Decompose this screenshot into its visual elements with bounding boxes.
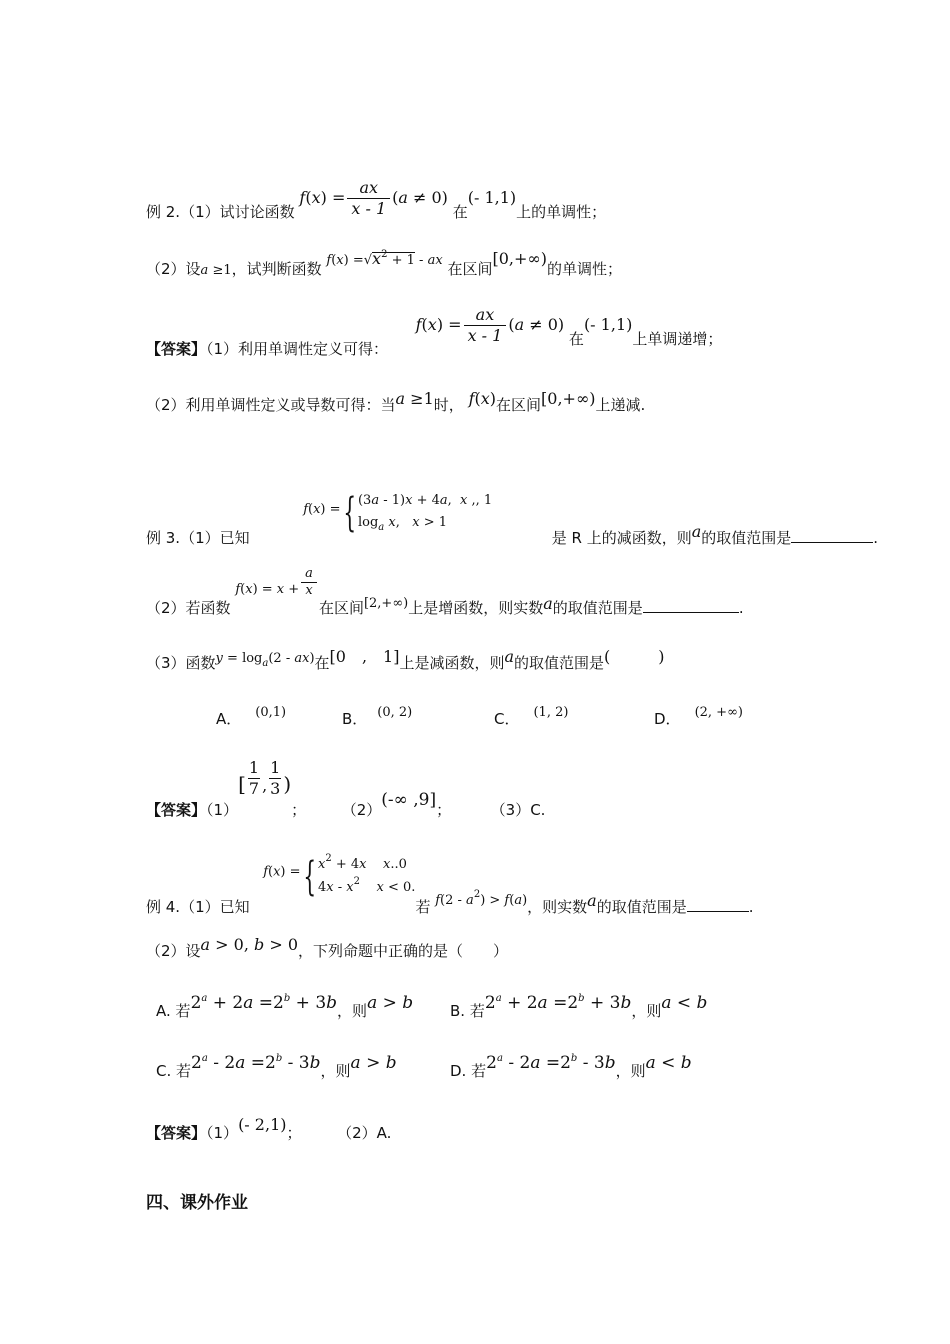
ex3-q2: （2）若函数 f(x) = x + $\frac{a}{x}$ 在区间[2,+∞)上是增函数，则实数a的取值范围是 .	[146, 566, 744, 617]
ex3-option-c: C． (1, 2)	[494, 705, 569, 728]
ex3-answer: 【答案】（1）[ $\frac{1}{7}$ , $\frac{1}{3}$ )； （2）(-∞ ,9]； （3）C.	[146, 758, 546, 819]
ex3-option-b: B． (0, 2)	[342, 705, 413, 728]
ex4-option-c: C. 若$2^a - 2a =2^b - 3b$，则a > b	[156, 1053, 397, 1080]
section-heading: 四、课外作业	[146, 1193, 248, 1213]
ex4-option-a: A. 若$2^a + 2a =2^b + 3b$，则a > b	[156, 993, 414, 1020]
ex4-q1: 例 4.（1）已知 f(x) ={ $x^2 + 4x$ x..0 $4x - x^2$ x < 0.若 $f(2 - a^2) > f(a)$，则实数a的取值范围是 .	[146, 853, 754, 916]
ex2-q2: （2）设a ≥1，试判断函数 $f(x) =√x^2 + 1$ - ax 在区间[0,+∞)的单调性；	[146, 249, 622, 278]
ex3-q1: 例 3.（1）已知 f(x) ={ (3a - 1)x + 4a, x ,, 1 $\log_a x$, x > 1 是 R 上的减函数，则a的取值范围是 .	[146, 489, 879, 547]
ex4-answer: 【答案】（1）(- 2,1)； （2）A.	[146, 1115, 392, 1142]
ex2-q1: 例 2.（1）试讨论函数 f(x) = $\frac{ax}{x - 1}$ (a ≠ 0) 在(- 1,1)上的单调性；	[146, 178, 607, 221]
ex3-option-a: A． (0,1)	[216, 705, 287, 728]
ex2-fraction: $\frac{ax}{x - 1}$	[347, 178, 390, 219]
ex2-ans1: 【答案】（1）利用单调性定义可得： f(x) = $\frac{ax}{x - 1}$ (a ≠ 0) 在(- 1,1)上单调递增；	[146, 305, 723, 358]
ex2-label: 例 2.（1）试讨论函数	[146, 203, 295, 221]
ex2-func: f	[299, 188, 306, 207]
ex4-q2: （2）设a > 0, b > 0，下列命题中正确的是（ ）	[146, 935, 509, 960]
answer-label: 【答案】	[146, 340, 207, 358]
ex4-option-b: B. 若$2^a + 2a =2^b + 3b$，则a < b	[450, 993, 708, 1020]
ex3-piecewise: (3a - 1)x + 4a, x ,, 1 $\log_a x$, x > 1	[357, 493, 493, 533]
ex4-option-d: D. 若$2^a - 2a =2^b - 3b$，则a < b	[450, 1053, 692, 1080]
ex2-ans2: （2）利用单调性定义或导数可得：当a ≥1时， f(x)在区间[0,+∞)上递减.	[146, 389, 646, 414]
ex3-option-d: D． (2, +∞)	[654, 705, 743, 728]
ex4-piecewise: $x^2 + 4x$ x..0 $4x - x^2$ x < 0.	[317, 853, 416, 895]
ex3-q3: （3）函数$y = \log_a(2 - ax)$在[0 , 1]上是减函数，则a的取值范围是( )	[146, 647, 665, 672]
